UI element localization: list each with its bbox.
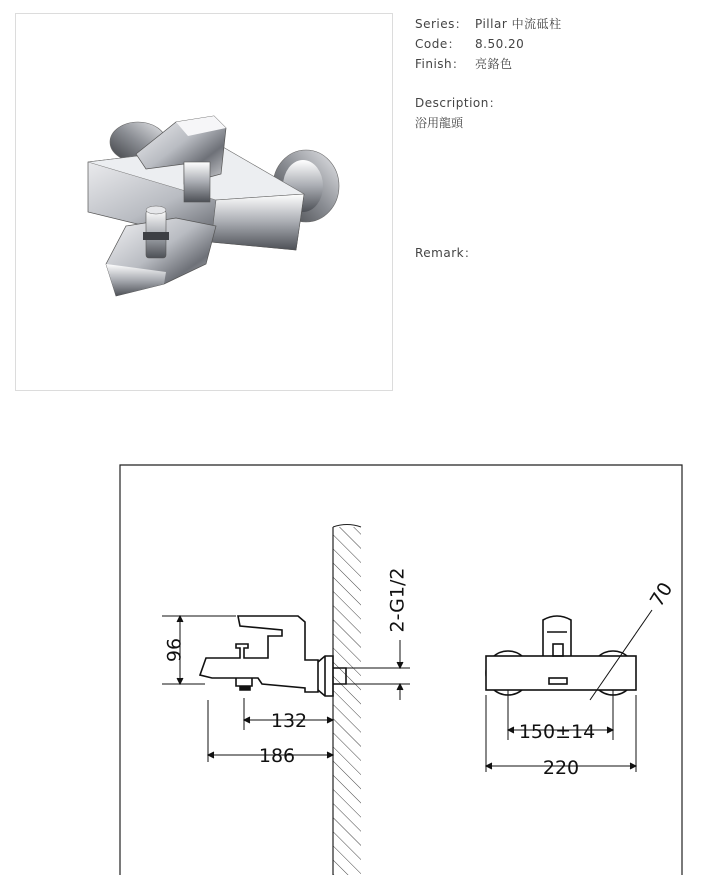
dim-spout-inner-label: 132: [270, 710, 308, 732]
dim-height-label: 96: [163, 637, 186, 663]
dim-inlet-label: 2-G1/2: [386, 567, 409, 633]
code-label: Code：: [415, 37, 461, 51]
finish-value: 亮鉻色: [475, 57, 513, 71]
dimension-drawing: [0, 400, 728, 875]
remark-label: Remark：: [415, 246, 477, 260]
front-view: [486, 616, 636, 695]
series-label: Series：: [415, 17, 468, 31]
finish-label: Finish：: [415, 57, 465, 71]
front-dimensions: [486, 610, 652, 772]
finish-row: [415, 54, 562, 74]
dim-center-label: 150±14: [518, 721, 596, 743]
wall-hatch: [333, 527, 361, 875]
series-row: [415, 14, 562, 34]
code-value: 8.50.20: [475, 37, 525, 51]
dim-cover-label: 70: [645, 578, 678, 611]
product-photo: [15, 13, 393, 391]
code-row: [415, 34, 562, 54]
side-dimensions: [162, 616, 410, 762]
description-label: Description：: [415, 96, 502, 110]
dim-spout-outer-label: 186: [258, 745, 296, 767]
faucet-image: [16, 14, 394, 392]
description-value: 浴用龍頭: [415, 116, 464, 130]
technical-drawing: [0, 400, 728, 875]
side-view: [200, 616, 346, 696]
product-info: [415, 14, 562, 74]
dim-width-label: 220: [542, 757, 580, 779]
series-value: Pillar 中流砥柱: [475, 17, 562, 31]
